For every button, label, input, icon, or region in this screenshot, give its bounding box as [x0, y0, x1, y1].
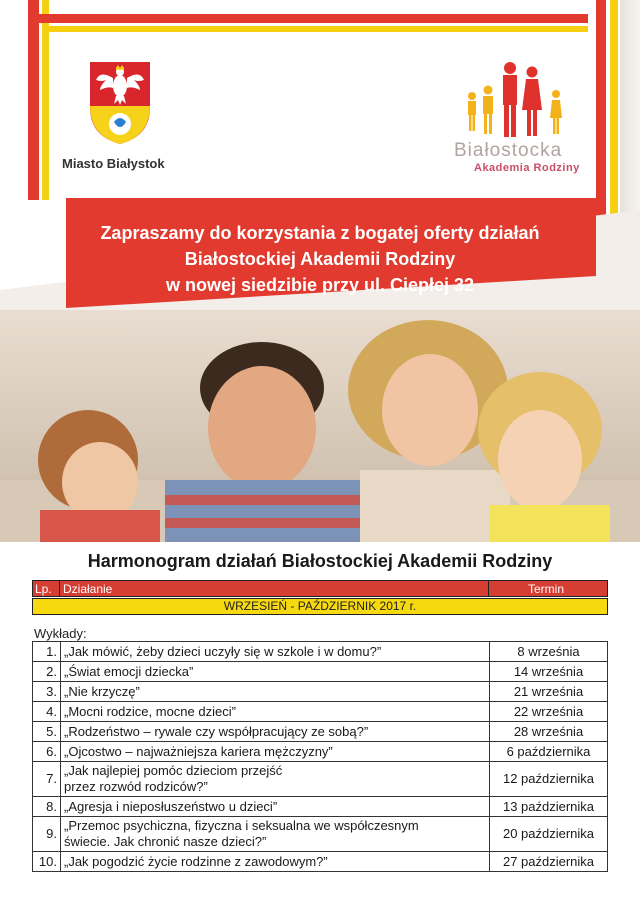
table-row — [33, 702, 608, 722]
row-date: 22 września — [490, 702, 608, 722]
table-row — [33, 662, 608, 682]
table-row — [33, 817, 608, 852]
coat-of-arms-icon — [88, 60, 152, 146]
row-number: 6. — [33, 742, 61, 762]
row-number: 10. — [33, 852, 61, 872]
lectures-label: Wykłady: — [34, 626, 87, 641]
table-row — [33, 797, 608, 817]
row-number: 8. — [33, 797, 61, 817]
row-title: „Ojcostwo – najważniejsza kariera mężczyzny” — [61, 742, 490, 762]
banner-line-3: w nowej siedzibie przy ul. Ciepłej 32 — [165, 275, 475, 295]
row-number: 2. — [33, 662, 61, 682]
row-title: „Świat emocji dziecka” — [61, 662, 490, 682]
row-title: „Rodzeństwo – rywale czy współpracujący ze sobą?” — [61, 722, 490, 742]
row-title: „Jak pogodzić życie rodzinne z zawodowym?” — [61, 852, 490, 872]
row-title: „Mocni rodzice, mocne dzieci” — [61, 702, 490, 722]
column-term: Termin — [528, 582, 565, 596]
table-row — [33, 742, 608, 762]
schedule-header-row — [32, 580, 608, 597]
row-date: 27 października — [490, 852, 608, 872]
table-row — [33, 852, 608, 872]
top-yellow-stripe — [42, 26, 588, 32]
row-title: „Nie krzyczę” — [61, 682, 490, 702]
lectures-table — [32, 641, 608, 872]
row-title-line: „Jak najlepiej pomóc dzieciom przejść — [64, 763, 283, 778]
header-divider — [59, 581, 60, 596]
top-red-stripe — [28, 14, 588, 23]
row-title-line: świecie. Jak chronić nasze dzieci?” — [64, 834, 267, 849]
row-date: 20 października — [490, 817, 608, 852]
row-date: 28 września — [490, 722, 608, 742]
header-divider — [488, 581, 489, 596]
row-number: 1. — [33, 642, 61, 662]
table-row — [33, 762, 608, 797]
row-date: 13 października — [490, 797, 608, 817]
column-activity: Działanie — [63, 582, 113, 596]
row-date: 6 października — [490, 742, 608, 762]
row-number: 9. — [33, 817, 61, 852]
period-row: WRZESIEŃ - PAŹDZIERNIK 2017 r. — [32, 598, 608, 615]
row-title: „Agresja i nieposłuszeństwo u dzieci” — [61, 797, 490, 817]
column-lp: Lp. — [35, 582, 52, 596]
row-title-line: „Przemoc psychiczna, fizyczna i seksualna we współczesnym — [64, 818, 419, 833]
invitation-banner-text — [40, 220, 600, 298]
table-row — [33, 642, 608, 662]
row-title-line: przez rozwód rodziców?” — [64, 779, 208, 794]
left-red-stripe — [28, 0, 39, 200]
academy-name: Białostocka — [454, 140, 563, 161]
row-date: 21 września — [490, 682, 608, 702]
row-number: 4. — [33, 702, 61, 722]
row-date: 14 września — [490, 662, 608, 682]
row-title — [61, 762, 490, 797]
row-number: 5. — [33, 722, 61, 742]
academy-logo — [450, 60, 600, 180]
row-title — [61, 817, 490, 852]
family-figures-icon — [460, 60, 570, 140]
academy-subtitle: Akademia Rodziny — [474, 162, 580, 174]
table-row — [33, 722, 608, 742]
banner-line-2: Białostockiej Akademii Rodziny — [184, 249, 456, 269]
table-row — [33, 682, 608, 702]
row-number: 7. — [33, 762, 61, 797]
row-date: 8 września — [490, 642, 608, 662]
row-date: 12 października — [490, 762, 608, 797]
family-photo — [0, 310, 640, 542]
schedule-title: Harmonogram działań Białostockiej Akademii Rodziny — [87, 551, 553, 571]
row-number: 3. — [33, 682, 61, 702]
row-title: „Jak mówić, żeby dzieci uczyły się w szkole i w domu?” — [61, 642, 490, 662]
city-name: Miasto Białystok — [62, 156, 165, 171]
banner-line-1: Zapraszamy do korzystania z bogatej oferty działań — [100, 223, 540, 243]
